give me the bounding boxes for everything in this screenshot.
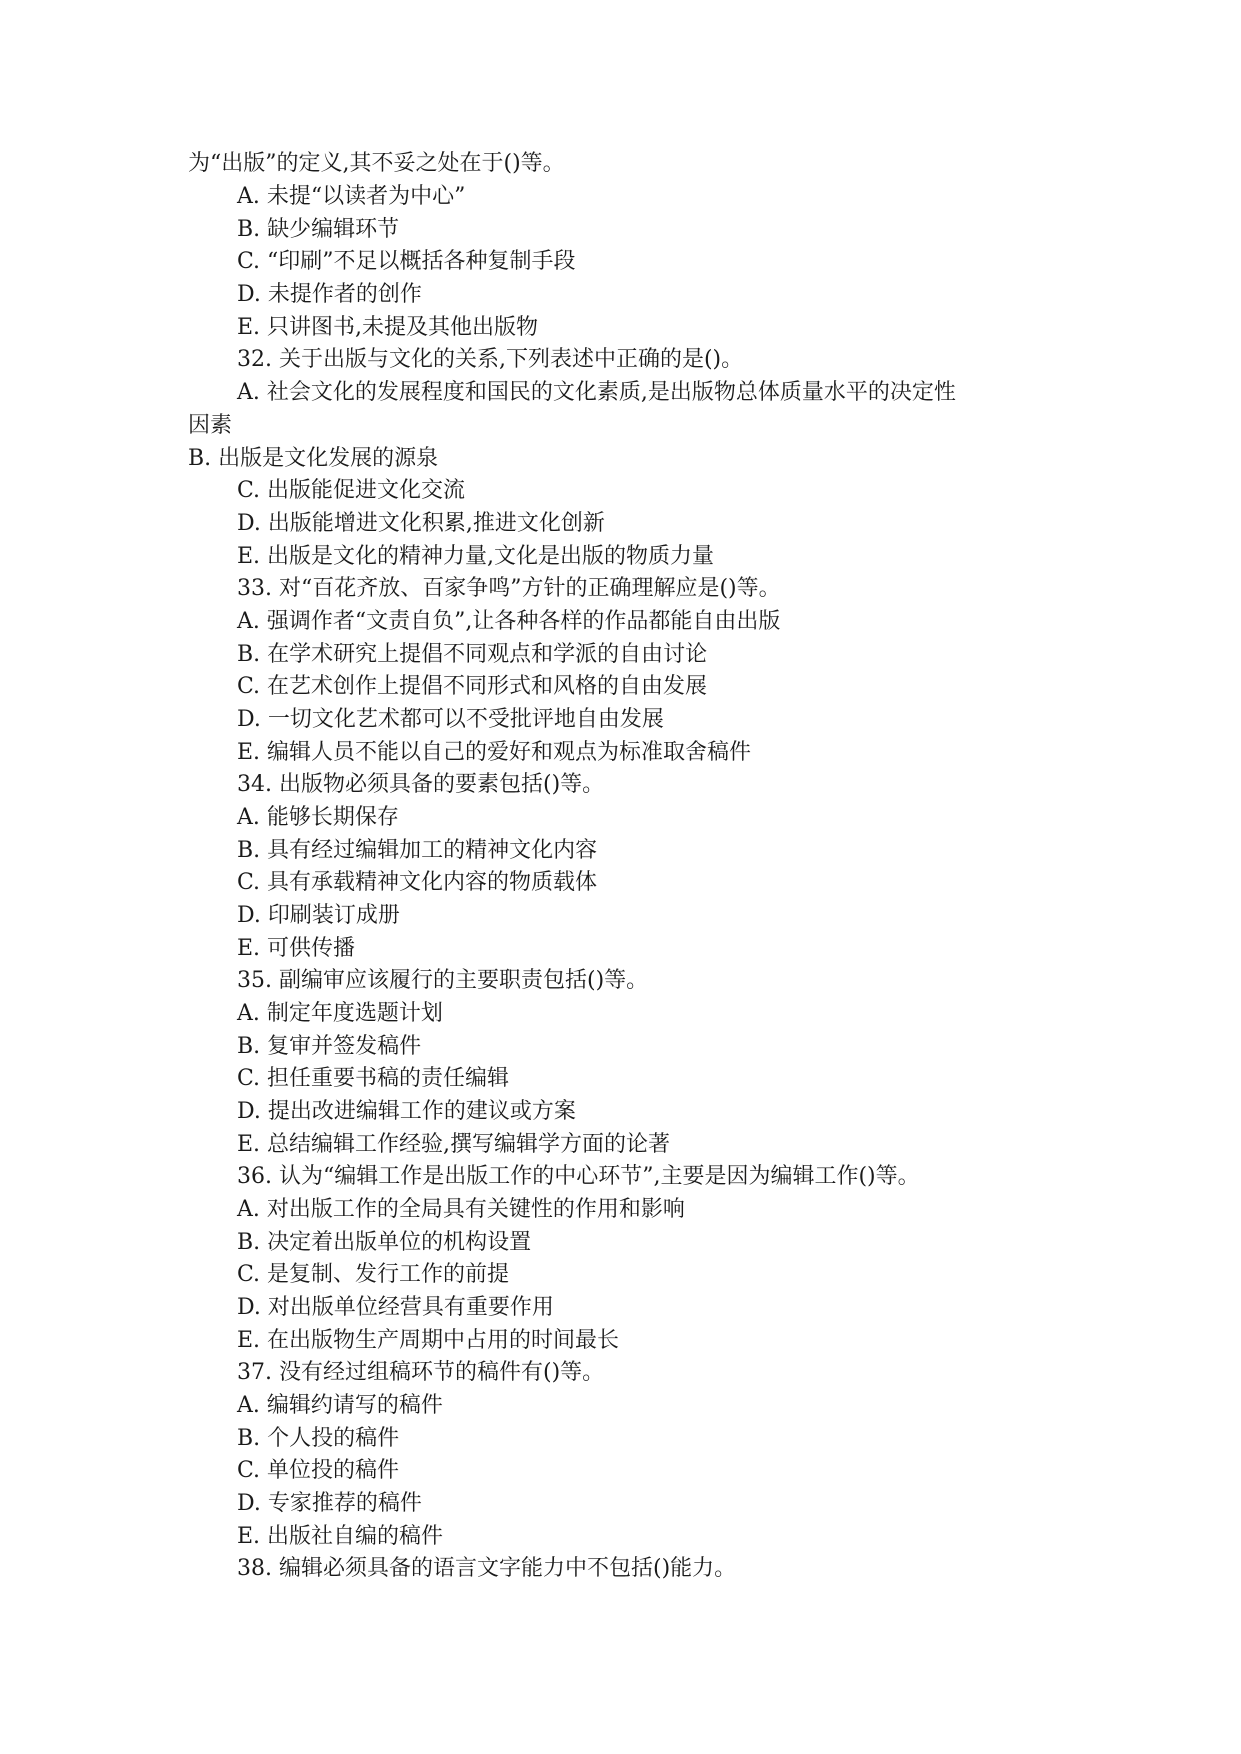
question-32: 32. 关于出版与文化的关系,下列表述中正确的是()。 xyxy=(237,347,744,372)
option-d: D. 对出版单位经营具有重要作用 xyxy=(237,1295,554,1320)
option-c: C. 出版能促进文化交流 xyxy=(237,478,466,503)
option-c: C. 担任重要书稿的责任编辑 xyxy=(237,1066,510,1091)
option-d: D. 印刷装订成册 xyxy=(237,903,400,928)
option-b: B. 个人投的稿件 xyxy=(237,1426,400,1451)
option-e: E. 在出版物生产周期中占用的时间最长 xyxy=(237,1328,620,1353)
option-d: D. 提出改进编辑工作的建议或方案 xyxy=(237,1099,576,1124)
option-a: A. 未提“以读者为中心” xyxy=(237,184,466,209)
question-37: 37. 没有经过组稿环节的稿件有()等。 xyxy=(237,1360,605,1385)
option-b: B. 复审并签发稿件 xyxy=(237,1034,422,1059)
option-e: E. 出版社自编的稿件 xyxy=(237,1524,444,1549)
text-line: 因素 xyxy=(188,413,233,438)
option-c: C. “印刷”不足以概括各种复制手段 xyxy=(237,249,576,274)
question-36: 36. 认为“编辑工作是出版工作的中心环节”,主要是因为编辑工作()等。 xyxy=(237,1164,920,1189)
question-38: 38. 编辑必须具备的语言文字能力中不包括()能力。 xyxy=(237,1556,737,1581)
option-b: B. 决定着出版单位的机构设置 xyxy=(237,1230,532,1255)
option-c: C. 具有承载精神文化内容的物质载体 xyxy=(237,870,598,895)
option-a: A. 能够长期保存 xyxy=(237,805,399,830)
option-e: E. 只讲图书,未提及其他出版物 xyxy=(237,315,539,340)
option-d: D. 专家推荐的稿件 xyxy=(237,1491,422,1516)
question-34: 34. 出版物必须具备的要素包括()等。 xyxy=(237,772,605,797)
text-line: 为“出版”的定义,其不妥之处在于()等。 xyxy=(188,151,565,176)
option-e: E. 出版是文化的精神力量,文化是出版的物质力量 xyxy=(237,544,715,569)
option-c: C. 在艺术创作上提倡不同形式和风格的自由发展 xyxy=(237,674,708,699)
question-35: 35. 副编审应该履行的主要职责包括()等。 xyxy=(237,968,649,993)
option-d: D. 一切文化艺术都可以不受批评地自由发展 xyxy=(237,707,664,732)
option-a: A. 强调作者“文责自负”,让各种各样的作品都能自由出版 xyxy=(237,609,781,634)
option-b: B. 出版是文化发展的源泉 xyxy=(188,446,439,471)
option-b: B. 在学术研究上提倡不同观点和学派的自由讨论 xyxy=(237,642,708,667)
option-d: D. 未提作者的创作 xyxy=(237,282,422,307)
option-c: C. 是复制、发行工作的前提 xyxy=(237,1262,510,1287)
option-a: A. 对出版工作的全局具有关键性的作用和影响 xyxy=(237,1197,685,1222)
option-c: C. 单位投的稿件 xyxy=(237,1458,400,1483)
option-b: B. 具有经过编辑加工的精神文化内容 xyxy=(237,838,598,863)
option-b: B. 缺少编辑环节 xyxy=(237,217,400,242)
option-a: A. 社会文化的发展程度和国民的文化素质,是出版物总体质量水平的决定性 xyxy=(237,380,956,405)
option-e: E. 可供传播 xyxy=(237,936,356,961)
option-e: E. 总结编辑工作经验,撰写编辑学方面的论著 xyxy=(237,1132,671,1157)
option-e: E. 编辑人员不能以自己的爱好和观点为标准取舍稿件 xyxy=(237,740,752,765)
option-a: A. 制定年度选题计划 xyxy=(237,1001,443,1026)
option-a: A. 编辑约请写的稿件 xyxy=(237,1393,443,1418)
option-d: D. 出版能增进文化积累,推进文化创新 xyxy=(237,511,605,536)
question-33: 33. 对“百花齐放、百家争鸣”方针的正确理解应是()等。 xyxy=(237,576,781,601)
